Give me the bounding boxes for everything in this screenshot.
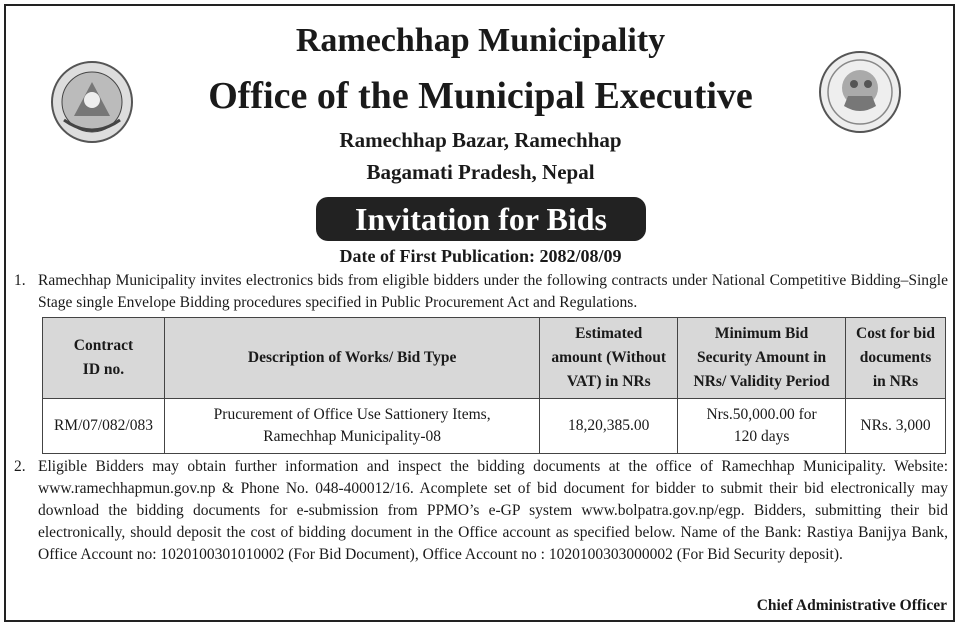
table-row	[43, 399, 946, 454]
clause-number: 1.	[14, 272, 26, 289]
clause-text: Eligible Bidders may obtain further information and inspect the bidding documents at the office of Ramechhap Municipality. Website: www.ramechhapmun.gov.np & Phone No. 048-400012/16. Acomplete set of bid document for bidder to submit their bid electronically may download the bidding documents for e-submission from PPMO’s e-GP system www.bolpatra.gov.np/egp. Bidders, submitting their bid electronically, should deposit the cost of bidding document in the Office account as specified below. Name of the Bank: Rastiya Banijya Bank, Office Account no: 1020100301010002 (For Bid Document), Office Account no : 1020100303000002 (For Bid Security deposit).	[38, 458, 948, 563]
publication-date: Date of First Publication: 2082/08/09	[339, 246, 622, 266]
header-contract-id: Contract ID no.	[43, 318, 165, 399]
municipality-name: Ramechhap Municipality	[295, 22, 666, 59]
description-cell: Prucurement of Office Use Sattionery Items, Ramechhap Municipality-08	[164, 399, 539, 454]
contract-id-cell: RM/07/082/083	[43, 399, 165, 454]
clause-2	[14, 456, 948, 566]
header-bid-security: Minimum Bid Security Amount in NRs/ Validity Period	[678, 318, 846, 399]
office-name: Office of the Municipal Executive	[208, 75, 753, 117]
header-document-cost: Cost for bid documents in NRs	[846, 318, 946, 399]
document-cost-cell: NRs. 3,000	[846, 399, 946, 454]
table-header-row	[43, 318, 946, 399]
estimated-amount-cell: 18,20,385.00	[540, 399, 678, 454]
signatory-title: Chief Administrative Officer	[756, 597, 947, 614]
clause-1	[14, 270, 948, 314]
bid-security-cell: Nrs.50,000.00 for 120 days	[678, 399, 846, 454]
invitation-banner: Invitation for Bids	[316, 197, 646, 241]
office-address: Ramechhap Bazar, Ramechhap	[339, 128, 622, 152]
province-country: Bagamati Pradesh, Nepal	[366, 160, 595, 184]
clause-text: Ramechhap Municipality invites electronics bids from eligible bidders under the following contracts under National Competitive Bidding–Single Stage single Envelope Bidding procedures specified in Public Procurement Act and Regulations.	[38, 272, 948, 311]
clause-number: 2.	[14, 458, 26, 475]
bids-table	[42, 317, 946, 454]
header-estimated-amount: Estimated amount (Without VAT) in NRs	[540, 318, 678, 399]
header-description: Description of Works/ Bid Type	[164, 318, 539, 399]
